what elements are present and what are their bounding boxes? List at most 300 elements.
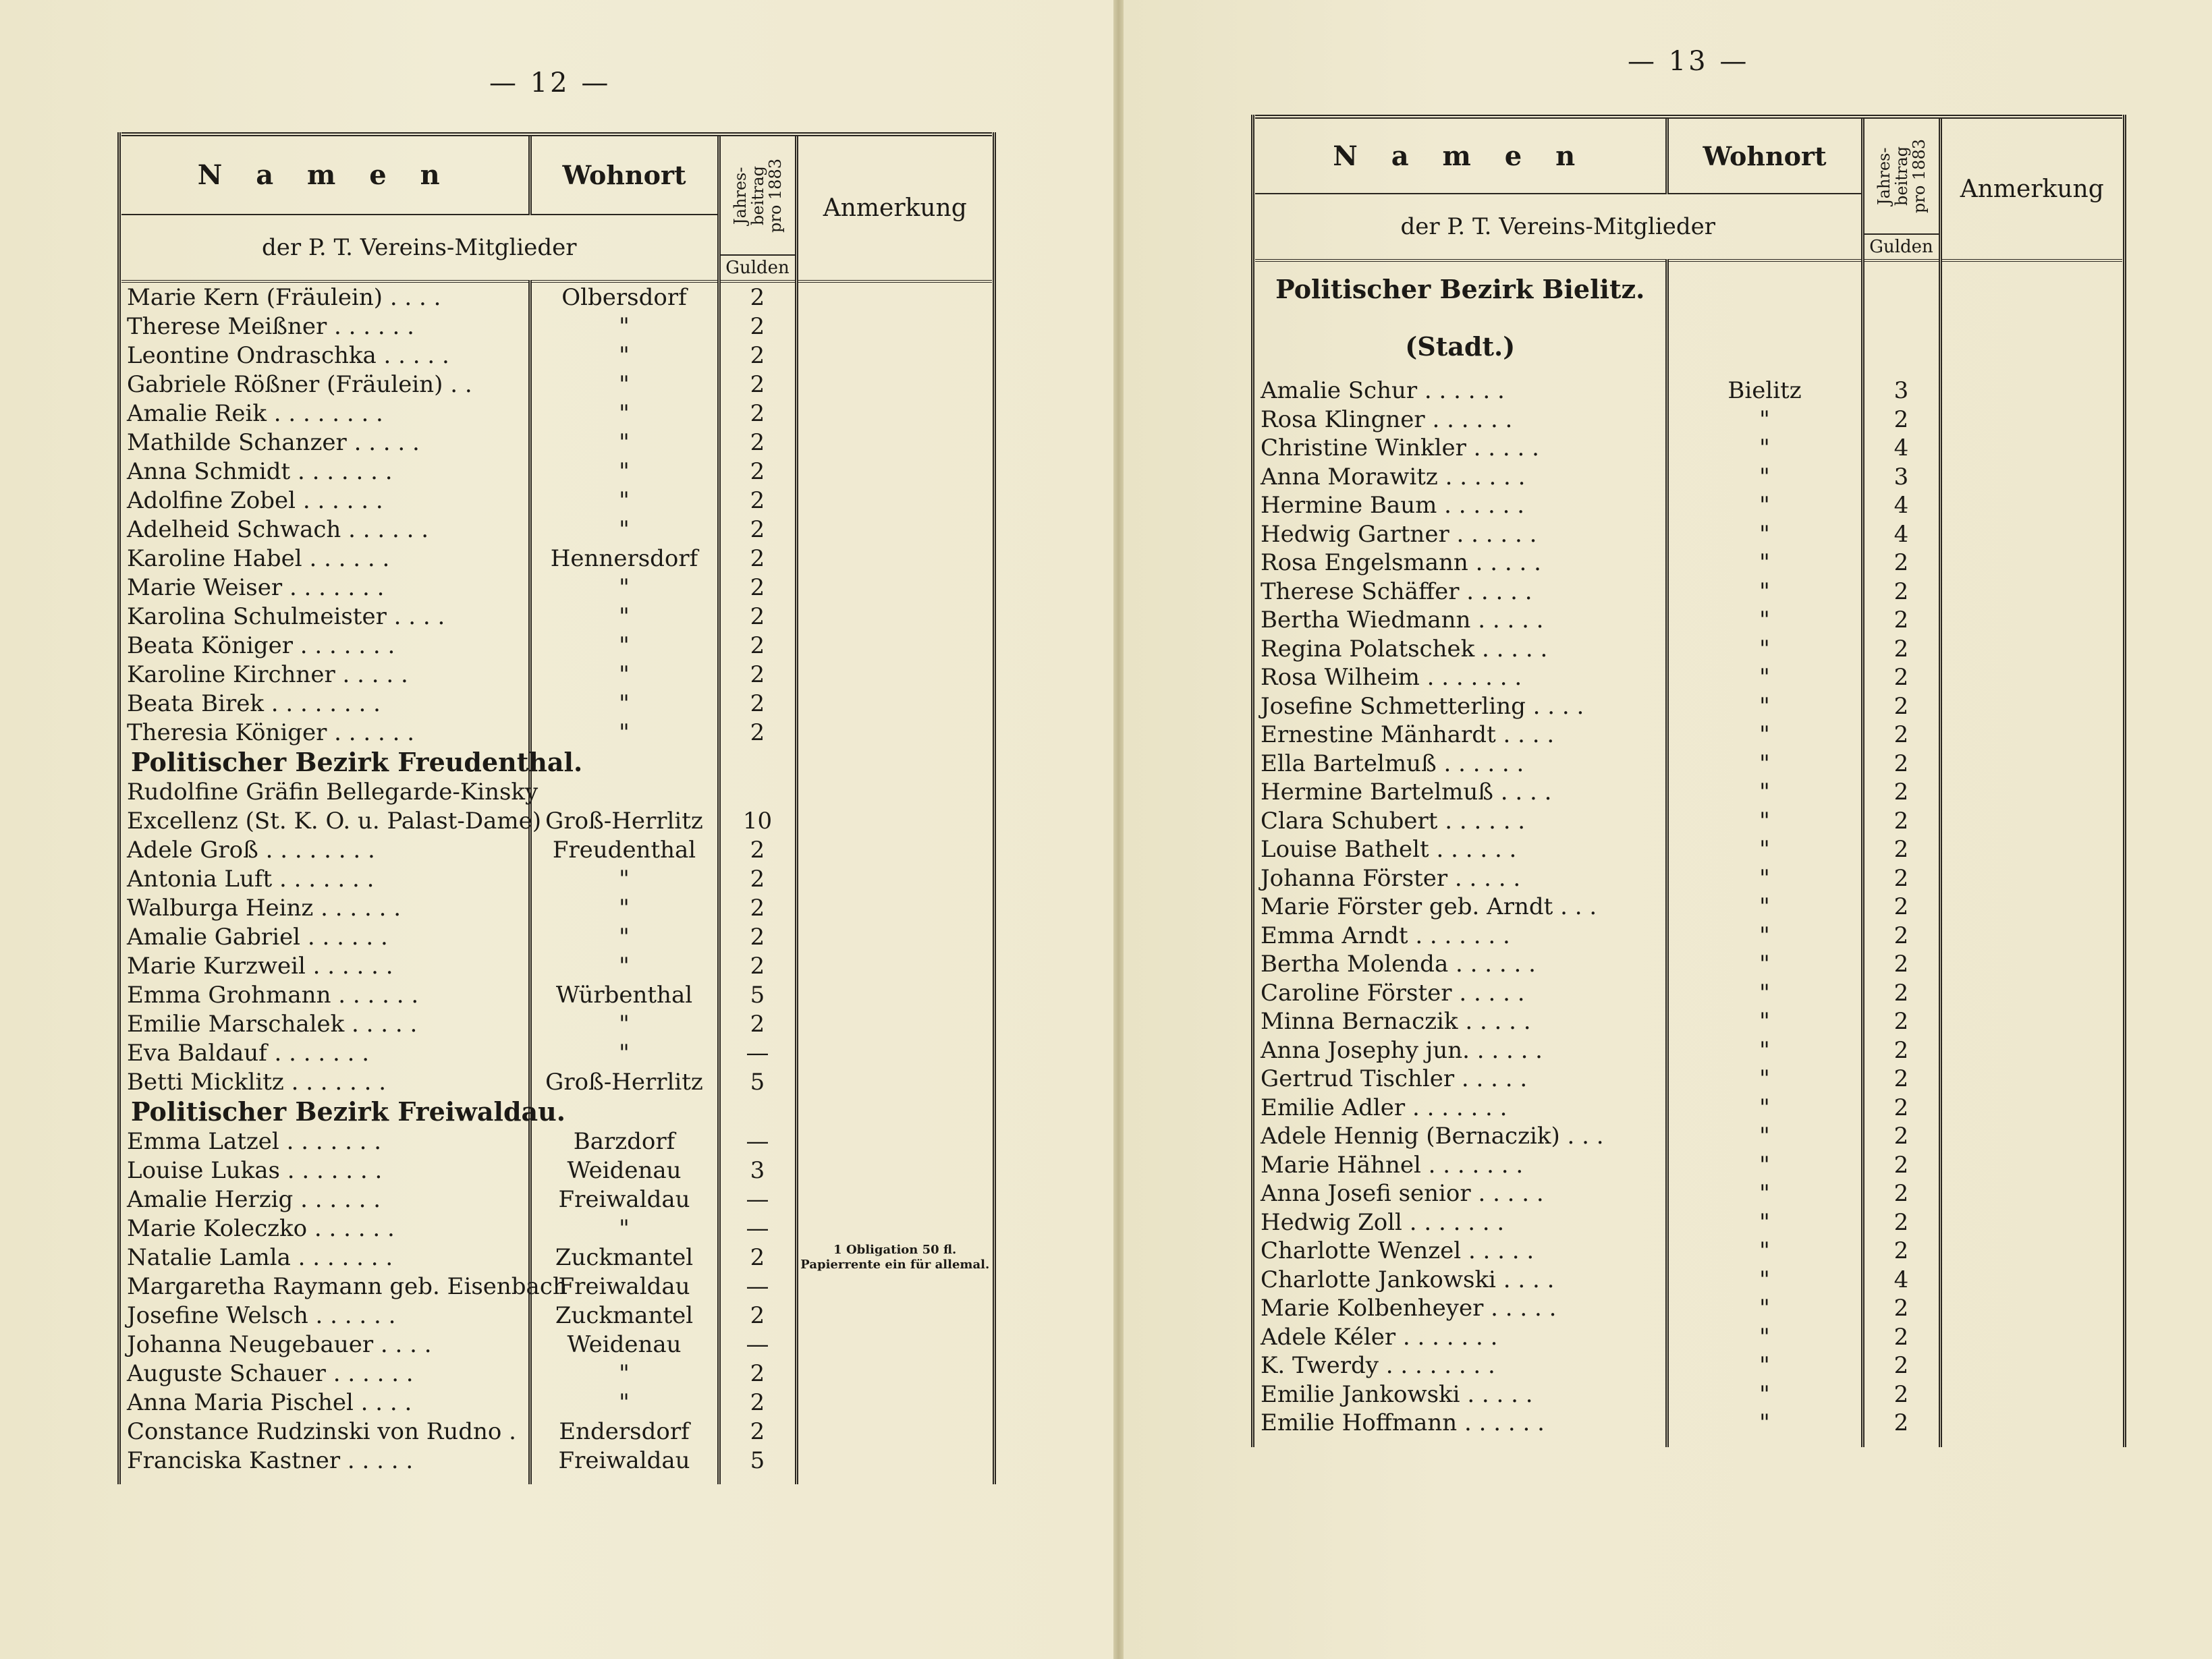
member-name: Karoline Kirchner . . . . . bbox=[121, 660, 530, 689]
member-name: Johanna Neugebauer . . . . bbox=[121, 1330, 530, 1359]
member-contribution: 2 bbox=[719, 486, 796, 515]
member-residence: " bbox=[530, 573, 719, 602]
member-residence: " bbox=[530, 1009, 719, 1038]
table-row bbox=[121, 602, 992, 631]
note-cell bbox=[796, 1009, 992, 1038]
table-row bbox=[121, 1330, 992, 1359]
col-header-namen: N a m e n bbox=[121, 134, 530, 215]
member-residence: " bbox=[530, 602, 719, 631]
note-cell bbox=[796, 660, 992, 689]
spacer-cell bbox=[530, 1475, 719, 1484]
member-residence: " bbox=[530, 486, 719, 515]
member-residence: " bbox=[1667, 1266, 1862, 1295]
table-body-left bbox=[121, 281, 992, 1484]
note-cell bbox=[1940, 1151, 2122, 1180]
note-cell bbox=[796, 544, 992, 573]
member-contribution: 2 bbox=[719, 1301, 796, 1330]
member-contribution: 4 bbox=[1862, 1266, 1940, 1295]
note-cell bbox=[796, 281, 992, 312]
member-contribution: 2 bbox=[1862, 405, 1940, 434]
table-row bbox=[1255, 1036, 2122, 1065]
table-row bbox=[1255, 1323, 2122, 1352]
member-residence: " bbox=[1667, 549, 1862, 578]
member-contribution: 2 bbox=[1862, 721, 1940, 750]
table-row bbox=[121, 544, 992, 573]
member-name: Amalie Reik . . . . . . . . bbox=[121, 399, 530, 428]
note-cell bbox=[796, 1388, 992, 1417]
col-header-anmerkung: Anmerkung bbox=[823, 194, 967, 222]
member-residence: " bbox=[530, 428, 719, 457]
note-cell bbox=[1940, 1065, 2122, 1094]
table-row bbox=[1255, 1065, 2122, 1094]
table-row bbox=[1255, 405, 2122, 434]
table-row bbox=[121, 660, 992, 689]
member-name: Anna Maria Pischel . . . . bbox=[121, 1388, 530, 1417]
member-residence: Freiwaldau bbox=[530, 1185, 719, 1214]
member-name: Marie Kurzweil . . . . . . bbox=[121, 951, 530, 980]
member-name: Gertrud Tischler . . . . . bbox=[1255, 1065, 1667, 1094]
member-name: Adele Kéler . . . . . . . bbox=[1255, 1323, 1667, 1352]
note-cell bbox=[1940, 434, 2122, 463]
member-name: Rosa Klingner . . . . . . bbox=[1255, 405, 1667, 434]
member-name: Charlotte Jankowski . . . . bbox=[1255, 1266, 1667, 1295]
table-row bbox=[121, 893, 992, 922]
table-row bbox=[121, 1009, 992, 1038]
note-cell bbox=[1940, 1007, 2122, 1036]
member-name: Emma Arndt . . . . . . . bbox=[1255, 922, 1667, 951]
member-residence: Weidenau bbox=[530, 1330, 719, 1359]
member-name: Constance Rudzinski von Rudno . bbox=[121, 1417, 530, 1446]
member-name: Adele Hennig (Bernaczik) . . . bbox=[1255, 1122, 1667, 1151]
member-contribution: 2 bbox=[1862, 950, 1940, 979]
note-cell bbox=[796, 515, 992, 544]
table-row bbox=[1255, 864, 2122, 893]
member-name: Anna Schmidt . . . . . . . bbox=[121, 457, 530, 486]
spacer-cell bbox=[1667, 1438, 1862, 1447]
table-row bbox=[1255, 922, 2122, 951]
member-residence: " bbox=[1667, 1237, 1862, 1266]
member-residence: " bbox=[530, 341, 719, 370]
member-contribution: 2 bbox=[719, 341, 796, 370]
note-cell bbox=[796, 689, 992, 718]
note-cell bbox=[1940, 376, 2122, 405]
member-table-left bbox=[121, 132, 992, 1484]
member-name: Emilie Marschalek . . . . . bbox=[121, 1009, 530, 1038]
member-residence: " bbox=[1667, 1294, 1862, 1323]
note-cell bbox=[1940, 578, 2122, 607]
member-name: Marie Weiser . . . . . . . bbox=[121, 573, 530, 602]
member-contribution: 2 bbox=[719, 573, 796, 602]
note-cell bbox=[1940, 549, 2122, 578]
member-contribution: 2 bbox=[1862, 1065, 1940, 1094]
member-name: Johanna Förster . . . . . bbox=[1255, 864, 1667, 893]
member-name: Marie Koleczko . . . . . . bbox=[121, 1214, 530, 1243]
table-row bbox=[121, 341, 992, 370]
note-cell bbox=[1940, 692, 2122, 721]
member-contribution: — bbox=[719, 1330, 796, 1359]
col-header-jahresbeitrag-right: Jahres- beitrag pro 1883 bbox=[1874, 139, 1929, 213]
table-row bbox=[1255, 721, 2122, 750]
member-name: Hermine Bartelmuß . . . . bbox=[1255, 778, 1667, 807]
table-row bbox=[121, 1388, 992, 1417]
member-name: Christine Winkler . . . . . bbox=[1255, 434, 1667, 463]
table-row bbox=[1255, 1094, 2122, 1123]
member-residence: " bbox=[1667, 1179, 1862, 1208]
member-note: 1 Obligation 50 fl. Papierrente ein für allemal. bbox=[800, 1243, 990, 1272]
member-residence: " bbox=[1667, 950, 1862, 979]
table-spacer-row bbox=[121, 1475, 992, 1484]
member-residence: " bbox=[1667, 1380, 1862, 1409]
member-table-right bbox=[1255, 115, 2122, 1447]
table-row bbox=[1255, 1208, 2122, 1237]
member-residence: " bbox=[530, 457, 719, 486]
spacer-cell bbox=[121, 1475, 530, 1484]
note-cell bbox=[1940, 835, 2122, 864]
member-name: Betti Micklitz . . . . . . . bbox=[121, 1067, 530, 1096]
table-row bbox=[121, 718, 992, 747]
member-contribution: 4 bbox=[1862, 520, 1940, 549]
member-residence: " bbox=[530, 1388, 719, 1417]
member-contribution: 2 bbox=[1862, 1151, 1940, 1180]
table-row bbox=[1255, 950, 2122, 979]
member-contribution: 2 bbox=[719, 312, 796, 341]
table-row bbox=[121, 370, 992, 399]
member-residence: " bbox=[1667, 1151, 1862, 1180]
table-row bbox=[1255, 692, 2122, 721]
member-contribution: 2 bbox=[1862, 635, 1940, 664]
note-cell bbox=[1940, 1122, 2122, 1151]
table-row bbox=[121, 428, 992, 457]
member-residence: Endersdorf bbox=[530, 1417, 719, 1446]
table-row bbox=[1255, 750, 2122, 779]
member-name: Josefine Welsch . . . . . . bbox=[121, 1301, 530, 1330]
member-contribution: 2 bbox=[719, 544, 796, 573]
member-contribution: 2 bbox=[719, 1417, 796, 1446]
note-cell bbox=[1940, 864, 2122, 893]
member-name: Caroline Förster . . . . . bbox=[1255, 979, 1667, 1008]
table-row bbox=[1255, 1237, 2122, 1266]
member-contribution: 5 bbox=[719, 1067, 796, 1096]
member-residence: " bbox=[530, 515, 719, 544]
member-name: Ella Bartelmuß . . . . . . bbox=[1255, 750, 1667, 779]
member-residence: " bbox=[530, 689, 719, 718]
amount-cell bbox=[719, 747, 796, 777]
member-name: Adolfine Zobel . . . . . . bbox=[121, 486, 530, 515]
table-row bbox=[121, 573, 992, 602]
member-contribution: 2 bbox=[1862, 1237, 1940, 1266]
member-contribution: — bbox=[719, 1127, 796, 1156]
member-name: Amalie Gabriel . . . . . . bbox=[121, 922, 530, 951]
member-name: Clara Schubert . . . . . . bbox=[1255, 807, 1667, 836]
table-row bbox=[121, 806, 992, 835]
note-cell bbox=[796, 777, 992, 806]
member-name: Beata Birek . . . . . . . . bbox=[121, 689, 530, 718]
member-name: Margaretha Raymann geb. Eisenbach bbox=[121, 1272, 530, 1301]
note-cell bbox=[796, 1127, 992, 1156]
member-contribution: 2 bbox=[719, 602, 796, 631]
member-residence: " bbox=[1667, 606, 1862, 635]
member-name: K. Twerdy . . . . . . . . bbox=[1255, 1351, 1667, 1380]
member-residence: Freiwaldau bbox=[530, 1446, 719, 1475]
table-row bbox=[121, 777, 992, 806]
note-cell bbox=[1940, 1036, 2122, 1065]
member-name: Adele Groß . . . . . . . . bbox=[121, 835, 530, 864]
note-cell bbox=[796, 806, 992, 835]
table-row bbox=[121, 486, 992, 515]
member-contribution: 2 bbox=[1862, 1351, 1940, 1380]
table-row bbox=[1255, 1351, 2122, 1380]
table-spacer-row bbox=[1255, 1438, 2122, 1447]
note-cell bbox=[1940, 1208, 2122, 1237]
member-residence: " bbox=[1667, 1122, 1862, 1151]
member-contribution: 2 bbox=[1862, 750, 1940, 779]
table-row bbox=[1255, 1409, 2122, 1438]
table-row bbox=[121, 457, 992, 486]
member-residence: Barzdorf bbox=[530, 1127, 719, 1156]
member-name: Therese Schäffer . . . . . bbox=[1255, 578, 1667, 607]
table-row bbox=[1255, 549, 2122, 578]
member-contribution: 2 bbox=[719, 1388, 796, 1417]
table-row bbox=[121, 864, 992, 893]
note-cell bbox=[1940, 893, 2122, 922]
note-cell bbox=[796, 718, 992, 747]
table-row bbox=[1255, 979, 2122, 1008]
member-residence: " bbox=[530, 718, 719, 747]
member-contribution: 4 bbox=[1862, 491, 1940, 520]
note-cell bbox=[1940, 922, 2122, 951]
note-cell bbox=[796, 1446, 992, 1475]
note-cell bbox=[796, 980, 992, 1009]
member-residence bbox=[530, 777, 719, 806]
note-cell bbox=[796, 1359, 992, 1388]
member-residence: " bbox=[530, 660, 719, 689]
member-residence: " bbox=[1667, 405, 1862, 434]
member-name: Minna Bernaczik . . . . . bbox=[1255, 1007, 1667, 1036]
note-cell bbox=[1940, 1380, 2122, 1409]
note-cell bbox=[1940, 721, 2122, 750]
note-cell bbox=[1940, 1179, 2122, 1208]
member-contribution: 2 bbox=[719, 660, 796, 689]
note-cell bbox=[796, 457, 992, 486]
table-row bbox=[121, 1127, 992, 1156]
member-name: Eva Baldauf . . . . . . . bbox=[121, 1038, 530, 1067]
table-row bbox=[121, 1417, 992, 1446]
member-contribution: 2 bbox=[719, 370, 796, 399]
table-row bbox=[121, 951, 992, 980]
member-contribution: — bbox=[719, 1214, 796, 1243]
note-cell bbox=[796, 399, 992, 428]
district-heading: Politischer Bezirk Bielitz. bbox=[1255, 260, 2122, 316]
member-name: Karoline Habel . . . . . . bbox=[121, 544, 530, 573]
member-residence: Freudenthal bbox=[530, 835, 719, 864]
member-name: Antonia Luft . . . . . . . bbox=[121, 864, 530, 893]
note-cell bbox=[1940, 1294, 2122, 1323]
note-cell bbox=[796, 1214, 992, 1243]
member-contribution: 2 bbox=[719, 281, 796, 312]
note-cell bbox=[796, 602, 992, 631]
member-contribution: 2 bbox=[719, 1359, 796, 1388]
member-name: Emma Latzel . . . . . . . bbox=[121, 1127, 530, 1156]
note-cell bbox=[796, 486, 992, 515]
member-contribution: 2 bbox=[1862, 578, 1940, 607]
member-residence: " bbox=[1667, 520, 1862, 549]
table-row bbox=[1255, 1266, 2122, 1295]
member-residence: " bbox=[1667, 434, 1862, 463]
member-name: Therese Meißner . . . . . . bbox=[121, 312, 530, 341]
member-contribution bbox=[719, 777, 796, 806]
member-contribution: 2 bbox=[719, 515, 796, 544]
member-contribution: 2 bbox=[719, 835, 796, 864]
col-header-namen-right: N a m e n bbox=[1255, 117, 1667, 194]
member-name: Anna Josephy jun. . . . . . bbox=[1255, 1036, 1667, 1065]
table-row bbox=[1255, 1151, 2122, 1180]
member-contribution: 2 bbox=[1862, 1094, 1940, 1123]
note-cell bbox=[1940, 405, 2122, 434]
member-residence: " bbox=[1667, 1036, 1862, 1065]
member-contribution: 2 bbox=[1862, 1323, 1940, 1352]
table-row bbox=[121, 835, 992, 864]
member-contribution: 2 bbox=[1862, 606, 1940, 635]
table-row bbox=[121, 1446, 992, 1475]
member-name: Beata Königer . . . . . . . bbox=[121, 631, 530, 660]
member-name: Anna Josefi senior . . . . . bbox=[1255, 1179, 1667, 1208]
note-cell bbox=[796, 573, 992, 602]
note-cell bbox=[1940, 491, 2122, 520]
member-residence: " bbox=[1667, 893, 1862, 922]
note-cell bbox=[796, 951, 992, 980]
member-contribution: 2 bbox=[1862, 1007, 1940, 1036]
member-name: Natalie Lamla . . . . . . . bbox=[121, 1243, 530, 1272]
member-name: Marie Förster geb. Arndt . . . bbox=[1255, 893, 1667, 922]
member-contribution: 2 bbox=[1862, 1294, 1940, 1323]
member-contribution: 2 bbox=[719, 893, 796, 922]
table-row bbox=[1255, 1294, 2122, 1323]
spacer-cell bbox=[1862, 1438, 1940, 1447]
table-row bbox=[1255, 491, 2122, 520]
member-residence: " bbox=[530, 1359, 719, 1388]
member-name: Auguste Schauer . . . . . . bbox=[121, 1359, 530, 1388]
table-row bbox=[1255, 807, 2122, 836]
member-residence: " bbox=[1667, 463, 1862, 492]
member-name: Theresia Königer . . . . . . bbox=[121, 718, 530, 747]
member-name: Rosa Wilheim . . . . . . . bbox=[1255, 663, 1667, 692]
member-name: Mathilde Schanzer . . . . . bbox=[121, 428, 530, 457]
member-residence: " bbox=[530, 1214, 719, 1243]
note-cell bbox=[1940, 520, 2122, 549]
table-row bbox=[1255, 434, 2122, 463]
member-residence: Groß-Herrlitz bbox=[530, 1067, 719, 1096]
member-residence: " bbox=[1667, 1351, 1862, 1380]
district-name: Politischer Bezirk Freudenthal. bbox=[121, 747, 530, 777]
spacer-cell bbox=[1940, 1438, 2122, 1447]
member-contribution: 2 bbox=[719, 457, 796, 486]
book-gutter bbox=[1113, 0, 1124, 1659]
district-heading bbox=[121, 747, 992, 777]
note-cell bbox=[1940, 1237, 2122, 1266]
table-row bbox=[121, 631, 992, 660]
table-row bbox=[121, 281, 992, 312]
note-cell bbox=[796, 312, 992, 341]
table-row bbox=[1255, 376, 2122, 405]
member-name: Regina Polatschek . . . . . bbox=[1255, 635, 1667, 664]
member-residence: Zuckmantel bbox=[530, 1301, 719, 1330]
member-name: Leontine Ondraschka . . . . . bbox=[121, 341, 530, 370]
note-cell bbox=[796, 835, 992, 864]
member-name: Adelheid Schwach . . . . . . bbox=[121, 515, 530, 544]
note-cell bbox=[796, 1067, 992, 1096]
member-contribution: 2 bbox=[1862, 549, 1940, 578]
member-residence: " bbox=[1667, 1007, 1862, 1036]
member-name: Charlotte Wenzel . . . . . bbox=[1255, 1237, 1667, 1266]
member-name: Louise Lukas . . . . . . . bbox=[121, 1156, 530, 1185]
member-contribution: 2 bbox=[719, 1009, 796, 1038]
member-name: Bertha Molenda . . . . . . bbox=[1255, 950, 1667, 979]
member-residence: Olbersdorf bbox=[530, 281, 719, 312]
member-name: Rudolfine Gräfin Bellegarde-Kinsky bbox=[121, 777, 530, 806]
member-residence: " bbox=[1667, 864, 1862, 893]
member-contribution: — bbox=[719, 1272, 796, 1301]
table-row bbox=[1255, 835, 2122, 864]
member-contribution: 2 bbox=[1862, 692, 1940, 721]
note-cell bbox=[1940, 1409, 2122, 1438]
table-row bbox=[121, 1067, 992, 1096]
member-residence: " bbox=[1667, 1409, 1862, 1438]
member-residence: " bbox=[1667, 750, 1862, 779]
table-row bbox=[1255, 663, 2122, 692]
table-header-left bbox=[121, 134, 992, 281]
note-cell bbox=[796, 1038, 992, 1067]
member-name: Emilie Adler . . . . . . . bbox=[1255, 1094, 1667, 1123]
member-name: Excellenz (St. K. O. u. Palast-Dame) bbox=[121, 806, 530, 835]
member-residence: " bbox=[1667, 663, 1862, 692]
note-cell bbox=[1940, 979, 2122, 1008]
member-name: Hedwig Gartner . . . . . . bbox=[1255, 520, 1667, 549]
note-cell bbox=[796, 341, 992, 370]
member-contribution: 2 bbox=[1862, 1036, 1940, 1065]
member-residence: " bbox=[1667, 1323, 1862, 1352]
table-row bbox=[1255, 1007, 2122, 1036]
member-name: Anna Morawitz . . . . . . bbox=[1255, 463, 1667, 492]
member-residence: " bbox=[530, 631, 719, 660]
spacer-cell bbox=[796, 1475, 992, 1484]
note-cell bbox=[1940, 606, 2122, 635]
member-contribution: 3 bbox=[1862, 463, 1940, 492]
member-residence: Groß-Herrlitz bbox=[530, 806, 719, 835]
member-name: Gabriele Rößner (Fräulein) . . bbox=[121, 370, 530, 399]
table-row bbox=[121, 399, 992, 428]
note-cell bbox=[796, 864, 992, 893]
member-contribution: 5 bbox=[719, 980, 796, 1009]
table-row bbox=[121, 1038, 992, 1067]
member-residence: " bbox=[1667, 692, 1862, 721]
page-number-right: — 13 — bbox=[1628, 46, 1750, 77]
member-residence: " bbox=[530, 922, 719, 951]
note-cell bbox=[1940, 750, 2122, 779]
member-contribution: 2 bbox=[1862, 1122, 1940, 1151]
note-cell bbox=[1940, 1351, 2122, 1380]
table-row bbox=[121, 1359, 992, 1388]
member-residence: " bbox=[530, 893, 719, 922]
member-residence: " bbox=[1667, 635, 1862, 664]
member-contribution: 5 bbox=[719, 1446, 796, 1475]
member-contribution: 2 bbox=[1862, 1380, 1940, 1409]
col-header-members: der P. T. Vereins-Mitglieder bbox=[121, 215, 719, 281]
member-residence: Weidenau bbox=[530, 1156, 719, 1185]
note-cell bbox=[1940, 778, 2122, 807]
note-cell bbox=[796, 1185, 992, 1214]
table-row bbox=[121, 1243, 992, 1272]
note-cell bbox=[1940, 463, 2122, 492]
